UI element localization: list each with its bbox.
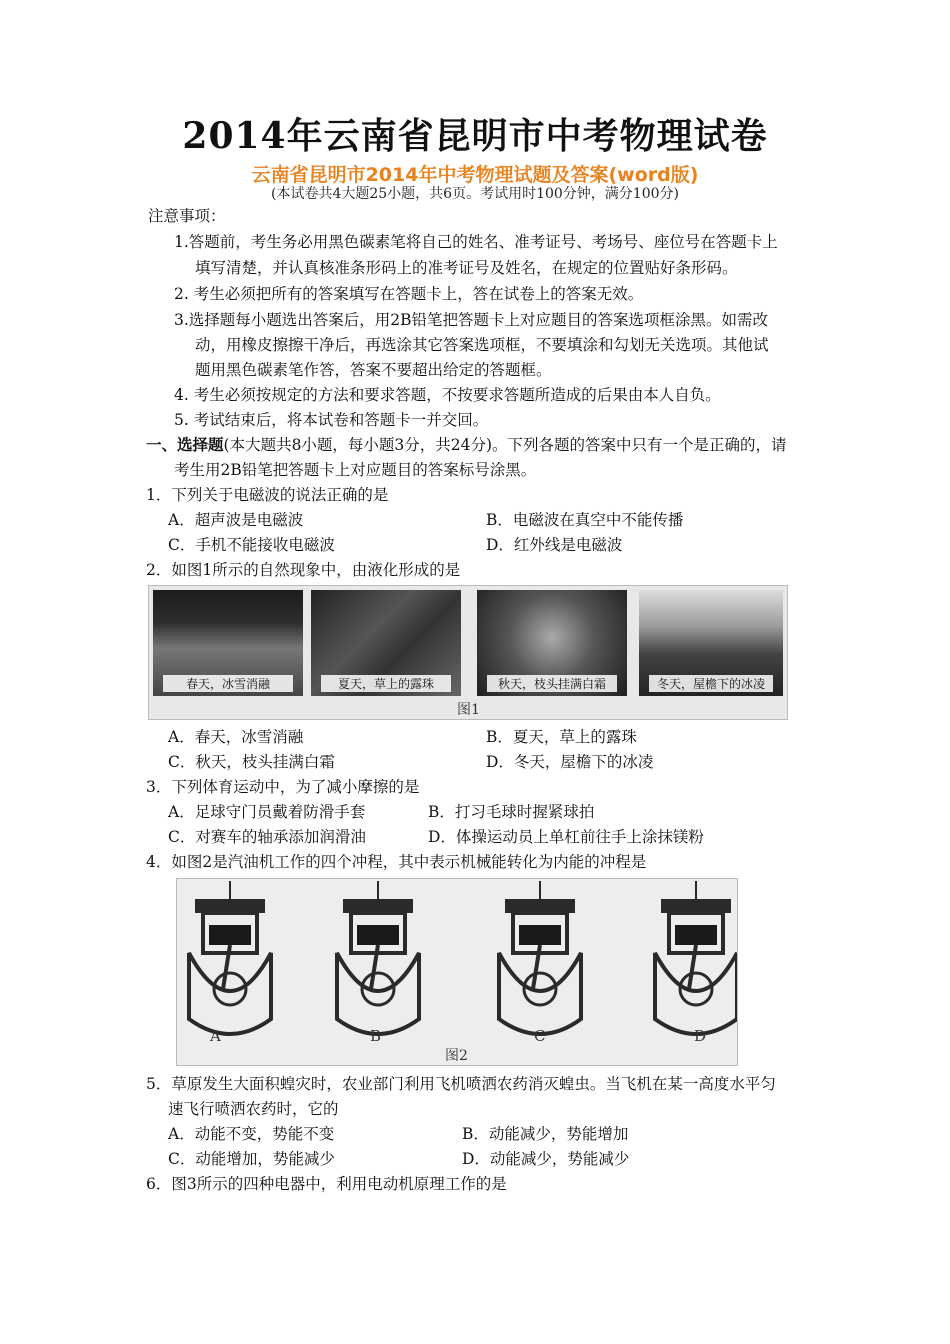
q5-option-a: A．动能不变，势能不变 — [168, 1125, 335, 1143]
notes-heading: 注意事项： — [148, 207, 226, 225]
engine-label-c: C — [534, 1027, 546, 1045]
section-1-desc-b: 考生用2B铅笔把答题卡上对应题目的答案标号涂黑。 — [174, 461, 537, 479]
q2-option-d: D．冬天，屋檐下的冰凌 — [486, 753, 654, 771]
q1-option-b: B．电磁波在真空中不能传播 — [486, 511, 684, 529]
q3-option-d: D．体操运动员上单杠前往手上涂抹镁粉 — [428, 828, 704, 846]
photo-caption-winter: 冬天，屋檐下的冰凌 — [649, 675, 773, 692]
q5-stem-a: 5．草原发生大面积蝗灾时，农业部门利用飞机喷洒农药消灭蝗虫。当飞机在某一高度水平匀 — [146, 1075, 776, 1093]
note-1a: 1.答题前，考生务必用黑色碳素笔将自己的姓名、准考证号、考场号、座位号在答题卡上 — [174, 233, 778, 251]
section-1-desc-a: (本大题共8小题，每小题3分，共24分)。下列各题的答案中只有一个是正确的，请 — [223, 436, 787, 454]
engine-c — [499, 881, 581, 1034]
photo-winter — [639, 590, 783, 696]
engine-label-b: B — [370, 1027, 382, 1045]
figure-2-label: 图2 — [445, 1048, 468, 1064]
q1-option-c: C．手机不能接收电磁波 — [168, 536, 335, 554]
engine-label-d: D — [694, 1027, 707, 1045]
photo-caption-spring: 春天，冰雪消融 — [163, 675, 293, 692]
photo-spring — [153, 590, 303, 696]
figure-2 — [176, 878, 738, 1066]
q2-option-a: A．春天，冰雪消融 — [168, 728, 304, 746]
exam-title: 2014年云南省昆明市中考物理试卷 — [182, 115, 768, 157]
note-3b: 动，用橡皮擦擦干净后，再选涂其它答案选项框，不要填涂和勾划无关选项。其他试 — [195, 336, 769, 354]
exam-subtitle: 云南省昆明市2014年中考物理试题及答案(word版) — [251, 164, 699, 186]
q5-option-d: D．动能减少，势能减少 — [462, 1150, 630, 1168]
q5-option-b: B．动能减少，势能增加 — [462, 1125, 629, 1143]
q5-stem-b: 速飞行喷洒农药时，它的 — [168, 1100, 339, 1118]
q1-option-d: D．红外线是电磁波 — [486, 536, 623, 554]
q3-option-b: B．打习毛球时握紧球拍 — [428, 803, 595, 821]
q2-option-b: B．夏天，草上的露珠 — [486, 728, 637, 746]
engine-b — [337, 881, 419, 1034]
photo-autumn — [477, 590, 627, 696]
engine-d — [655, 881, 737, 1034]
section-1-header — [146, 434, 787, 456]
q1-option-a: A．超声波是电磁波 — [168, 511, 304, 529]
note-1b: 填写清楚，并认真核准条形码上的准考证号及姓名，在规定的位置贴好条形码。 — [195, 259, 738, 277]
note-4: 4. 考生必须按规定的方法和要求答题，不按要求答题所造成的后果由本人自负。 — [174, 386, 721, 404]
q6-stem: 6．图3所示的四种电器中，利用电动机原理工作的是 — [146, 1175, 507, 1193]
engine-a — [189, 881, 271, 1034]
section-1-head: 一、选择题 — [146, 435, 224, 454]
q3-option-c: C．对赛车的轴承添加润滑油 — [168, 828, 366, 846]
q1-stem: 1．下列关于电磁波的说法正确的是 — [146, 486, 389, 504]
note-3c: 题用黑色碳素笔作答，答案不要超出给定的答题框。 — [195, 361, 552, 379]
note-5: 5. 考试结束后，将本试卷和答题卡一并交回。 — [174, 411, 489, 429]
q2-stem: 2．如图1所示的自然现象中，由液化形成的是 — [146, 561, 461, 579]
q3-stem: 3．下列体育运动中，为了减小摩擦的是 — [146, 778, 420, 796]
figure-1 — [148, 585, 788, 720]
engine-diagrams — [177, 879, 737, 1065]
exam-info: (本试卷共4大题25小题，共6页。考试用时100分钟，满分100分) — [271, 186, 679, 202]
figure-1-label: 图1 — [457, 702, 480, 718]
photo-caption-summer: 夏天，草上的露珠 — [321, 675, 451, 692]
photo-summer — [311, 590, 461, 696]
engine-label-a: A — [210, 1027, 221, 1045]
note-2: 2. 考生必须把所有的答案填写在答题卡上，答在试卷上的答案无效。 — [174, 285, 644, 303]
q2-option-c: C．秋天，枝头挂满白霜 — [168, 753, 335, 771]
note-3a: 3.选择题每小题选出答案后，用2B铅笔把答题卡上对应题目的答案选项框涂黑。如需改 — [174, 311, 769, 329]
q5-option-c: C．动能增加，势能减少 — [168, 1150, 335, 1168]
q4-stem: 4．如图2是汽油机工作的四个冲程，其中表示机械能转化为内能的冲程是 — [146, 853, 647, 871]
q3-option-a: A．足球守门员戴着防滑手套 — [168, 803, 366, 821]
photo-caption-autumn: 秋天，枝头挂满白霜 — [487, 675, 617, 692]
